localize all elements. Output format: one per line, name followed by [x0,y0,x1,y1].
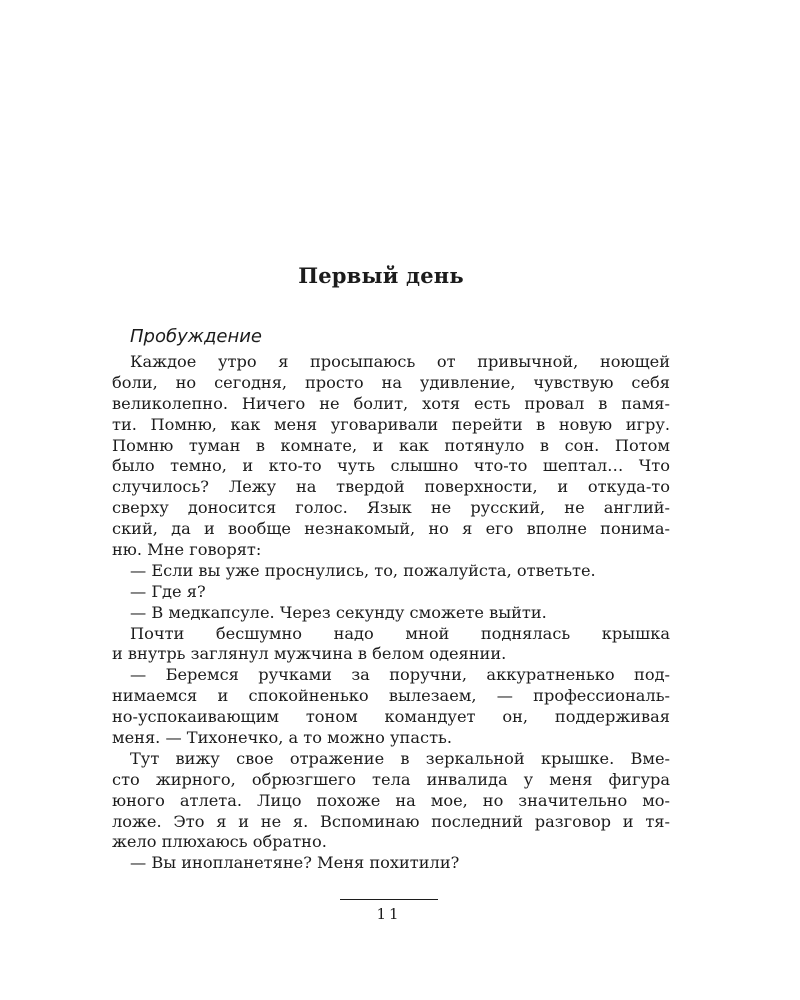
text-line: сверху доносится голос. Язык не русский, не англий- [112,498,670,518]
body-text [112,352,670,874]
text-line: ти. Помню, как меня уговаривали перейти в новую игру. [112,414,670,434]
text-line: но-успокаивающим тоном командует он, поддерживая [112,707,670,727]
section-title: Пробуждение [130,326,263,347]
text-line: ложе. Это я и не я. Вспоминаю последний разговор и тя- [112,811,670,831]
text-line: меня. — Тихонечко, а то можно упасть. [112,728,452,748]
text-line: ский, да и вообще незнакомый, но я его вполне понима- [112,519,670,539]
text-line: было темно, и кто-то чуть слышно что-то шептал… Что [112,456,670,476]
text-line: нимаемся и спокойненько вылезаем, — профессиональ- [112,686,670,706]
text-line: Каждое утро я просыпаюсь от привычной, ноющей [130,352,670,371]
text-line: сто жирного, обрюзгшего тела инвалида у меня фигура [112,769,670,789]
text-line: великолепно. Ничего не болит, хотя есть провал в памя- [112,393,670,413]
text-line: Почти бесшумно надо мной поднялась крышка [130,623,670,643]
dialogue-line: — Если вы уже проснулись, то, пожалуйста, ответьте. [130,560,596,580]
text-line: и внутрь заглянул мужчина в белом одеянии. [112,644,507,664]
footer-rule [340,899,438,900]
dialogue-line: — В медкапсуле. Через секунду сможете выйти. [130,602,547,622]
text-line: жело плюхаюсь обратно. [112,832,327,852]
dialogue-line: — Беремся ручками за поручни, аккуратненько под- [130,665,670,685]
text-line: Помню туман в комнате, и как потянуло в сон. Потом [112,435,670,455]
page-number: 11 [376,905,402,923]
text-line: ню. Мне говорят: [112,540,262,560]
text-line: юного атлета. Лицо похоже на мое, но значительно мо- [112,790,670,810]
text-line: боли, но сегодня, просто на удивление, чувствую себя [112,372,670,392]
text-line: случилось? Лежу на твердой поверхности, и откуда-то [112,477,670,497]
text-line: Тут вижу свое отражение в зеркальной крышке. Вме- [130,748,670,768]
dialogue-line: — Где я? [130,581,206,601]
chapter-title: Первый день [298,263,464,288]
dialogue-line: — Вы инопланетяне? Меня похитили? [130,853,460,873]
